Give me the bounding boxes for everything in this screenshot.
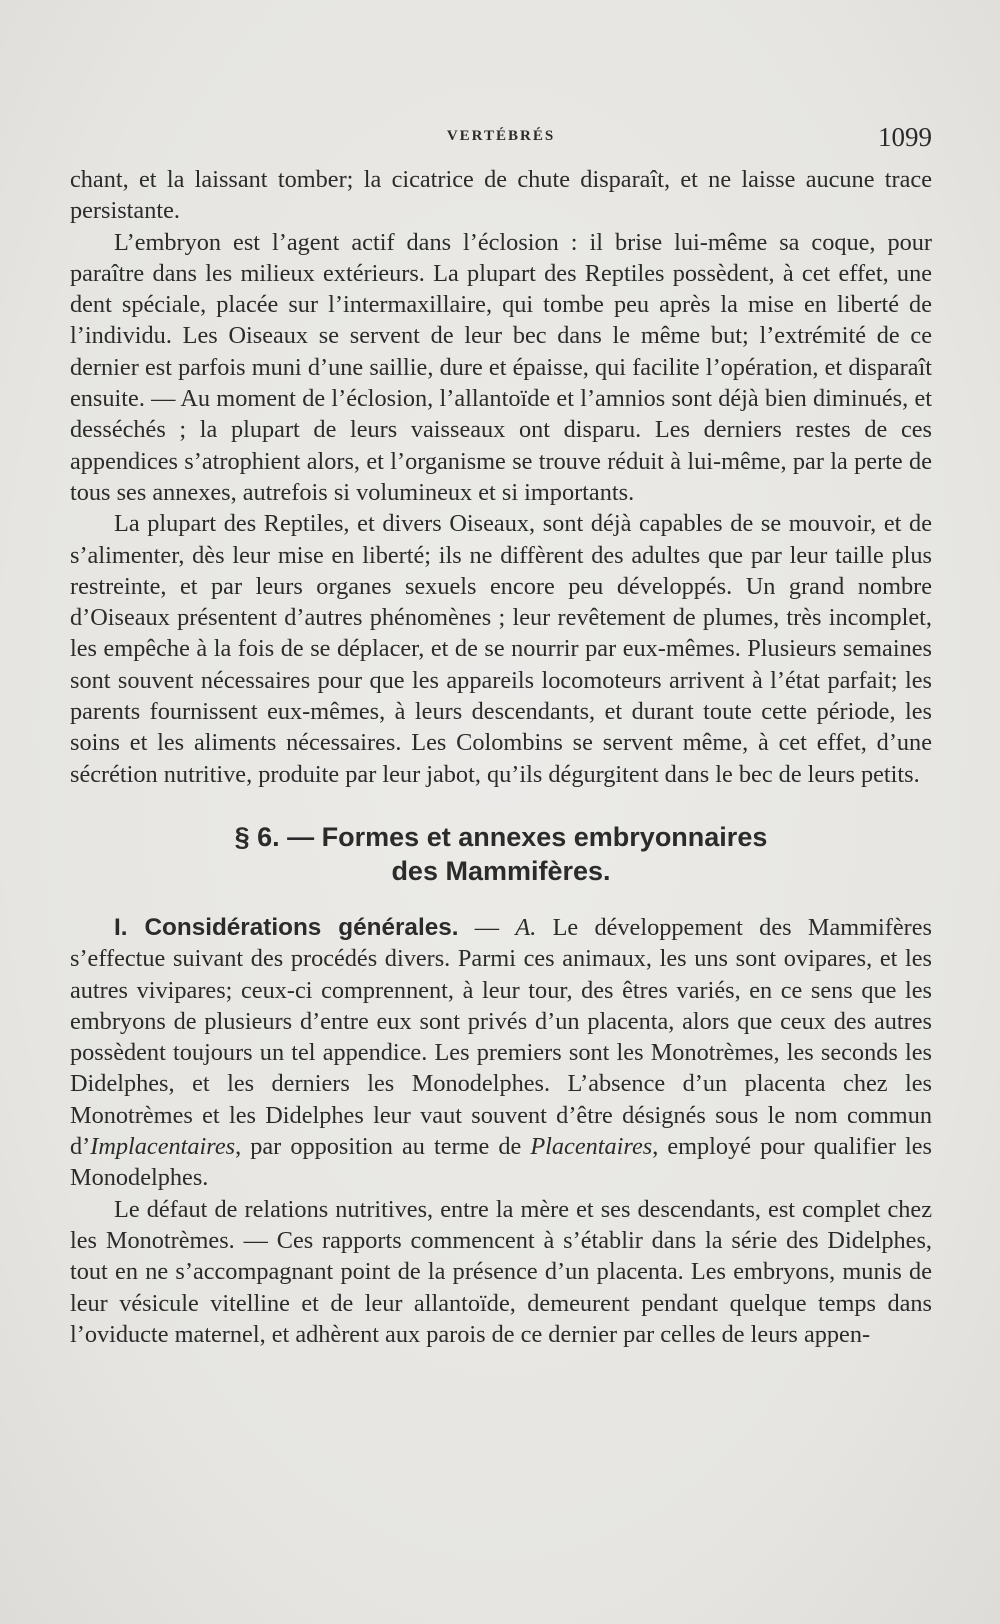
paragraph-4 [70, 912, 932, 1194]
paragraph-1: chant, et la laissant tomber; la cicatrice de chute disparaît, et ne laisse aucune trace persistante. [70, 166, 932, 225]
section-heading-line2: des Mammifères. [391, 855, 611, 886]
paragraph-5: Le défaut de relations nutritives, entre la mère et ses descendants, est complet chez les Monotrèmes. — Ces rapports commencent à s’établir dans la série des Didelphes, tout en ne s’accompagnant point de la présence d’un placenta. Les embryons, munis de leur vésicule vitelline et de leur allantoïde, demeurent pendant quelque temps dans l’oviducte maternel, et adhèrent aux parois de ce dernier par celles de leurs appen- [70, 1195, 932, 1348]
subsection-marker: A. [515, 913, 537, 941]
subsection-title: I. Considérations générales. [114, 913, 459, 941]
running-title: VERTÉBRÉS [446, 128, 556, 144]
paragraph-4-text-a: Le développement des Mammifères s’effectue suivant des procédés divers. Parmi ces animaux, les uns sont ovipares, et les autres vivipares; ceux-ci comprennent, à leur tour, des êtres variés, en ce sens que les embryons de plusieurs d’entre eux sont privés d’un placenta, alors que ceux des autres possèdent toujours un tel appendice. Les premiers sont les Monotrèmes, les seconds les Didelphes, et les derniers les Monodelphes. L’absence d’un placenta chez les Monotrèmes et les Didelphes leur vaut souvent d’être désignés sous le nom commun d’ [70, 913, 932, 1161]
running-head [70, 122, 932, 152]
paragraph-3: La plupart des Reptiles, et divers Oiseaux, sont déjà capables de se mouvoir, et de s’alimenter, dès leur mise en liberté; ils ne diffèrent des adultes que par leur taille plus restreinte, et par leurs organes sexuels encore peu développés. Un grand nombre d’Oiseaux présentent d’autres phénomènes ; leur revêtement de plumes, très incomplet, les empêche à la fois de se déplacer, et de se nourrir par eux-mêmes. Plusieurs semaines sont souvent nécessaires pour que les appareils locomoteurs arrivent à l’état parfait; les parents fournissent eux-mêmes, à leurs descendants, et durant toute cette période, les soins et les aliments nécessaires. Les Colombins se servent même, à cet effet, d’une sécrétion nutritive, produite par leur jabot, qu’ils dégurgitent dans le bec de leurs petits. [70, 510, 932, 788]
paragraph-4-text-c: , employé pour qualifier les Monodelphes. [70, 1133, 932, 1192]
section-heading-line1: § 6. — Formes et annexes embryonnaires [234, 821, 768, 852]
page-number: 1099 [878, 122, 932, 152]
paragraph-2: L’embryon est l’agent actif dans l’éclosion : il brise lui-même sa coque, pour paraître dans les milieux extérieurs. La plupart des Reptiles possèdent, à cet effet, une dent spéciale, placée sur l’intermaxillaire, qui tombe peu après la mise en liberté de l’individu. Les Oiseaux se servent de leur bec dans le même but; l’extrémité de ce dernier est parfois muni d’une saillie, dure et épaisse, qui facilite l’opération, et disparaît ensuite. — Au moment de l’éclosion, l’allantoïde et l’amnios sont déjà bien diminués, et desséchés ; la plupart de leurs vaisseaux ont disparu. Les derniers restes de ces appendices s’atrophient alors, et l’organisme se trouve réduit à lui-même, par la perte de tous ses annexes, autrefois si volumineux et si importants. [70, 228, 932, 506]
term-implacentaires: Implacentaires [90, 1133, 236, 1161]
term-placentaires: Placentaires [530, 1133, 653, 1161]
paragraph-4-text-b: , par opposition au terme de [235, 1133, 531, 1161]
body-text [70, 164, 932, 1350]
section-heading [70, 820, 932, 888]
dash: — [458, 913, 516, 941]
